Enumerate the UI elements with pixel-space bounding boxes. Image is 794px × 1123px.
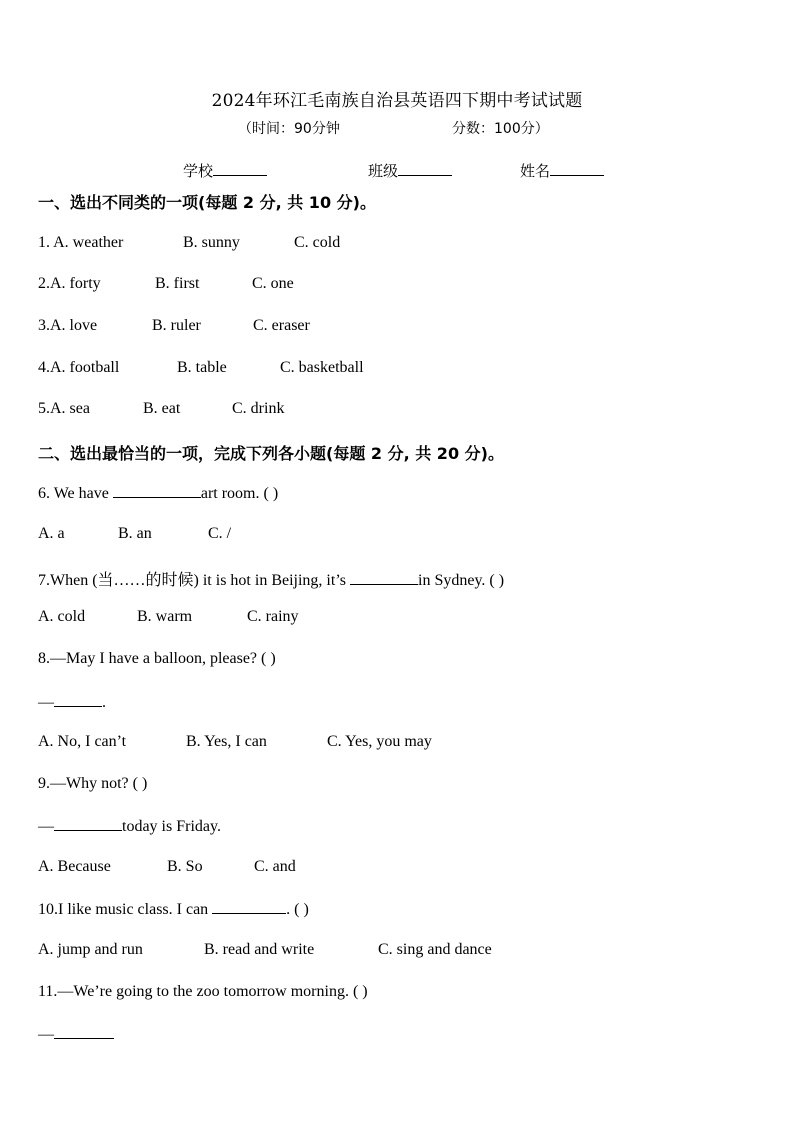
option-b: B. first xyxy=(155,275,200,292)
question-stem-start: 6. We have xyxy=(38,485,113,502)
option-a: A. a xyxy=(38,525,65,542)
option-b: B. Yes, I can xyxy=(186,733,267,750)
question-number: 2. xyxy=(38,275,50,292)
exam-title: 2024年环江毛南族自治县英语四下期中考试试题 xyxy=(211,91,583,111)
class-label: 班级 xyxy=(368,162,399,180)
option-b: B. read and write xyxy=(204,941,315,958)
option-a: A. cold xyxy=(38,608,86,625)
name-blank[interactable] xyxy=(550,161,604,176)
question-stem-start: 7.When (当……的时候) it is hot in Beijing, it’s xyxy=(38,572,350,589)
question-9: 9.—Why not? ( ) xyxy=(38,775,148,792)
score-info: 分数：100分） xyxy=(452,121,549,137)
question-stem-end: . ( ) xyxy=(286,901,309,918)
answer-blank[interactable] xyxy=(54,1024,114,1039)
option-b: B. So xyxy=(167,858,203,875)
option-c: C. and xyxy=(254,858,296,875)
option-c: C. one xyxy=(252,275,294,292)
time-info: （时间：90分钟 xyxy=(238,121,340,137)
option-b: B. an xyxy=(118,525,152,542)
option-b: B. table xyxy=(177,359,227,376)
question-7 xyxy=(38,567,504,590)
option-b: B. sunny xyxy=(183,234,240,251)
reply-dash: — xyxy=(38,1026,54,1043)
question-number: 1. xyxy=(38,234,54,251)
option-c: C. rainy xyxy=(247,608,299,625)
question-stem-end: in Sydney. ( ) xyxy=(418,572,505,589)
option-a: A. forty xyxy=(50,275,101,292)
option-c: C. sing and dance xyxy=(378,941,492,958)
school-field xyxy=(183,160,267,181)
answer-blank[interactable] xyxy=(113,483,201,498)
option-a: A. Because xyxy=(38,858,111,875)
question-10 xyxy=(38,899,309,919)
reply-end: today is Friday. xyxy=(122,818,221,835)
question-11-reply xyxy=(38,1024,114,1044)
option-c: C. Yes, you may xyxy=(327,733,432,750)
option-c: C. eraser xyxy=(253,317,310,334)
school-blank[interactable] xyxy=(213,161,267,176)
answer-blank[interactable] xyxy=(212,899,286,914)
option-b: B. ruler xyxy=(152,317,201,334)
option-b: B. eat xyxy=(143,400,181,417)
reply-dash: — xyxy=(38,694,54,711)
option-a: A. jump and run xyxy=(38,941,143,958)
option-c: C. / xyxy=(208,525,232,542)
option-c: C. drink xyxy=(232,400,285,417)
question-6 xyxy=(38,483,278,503)
class-field xyxy=(368,160,452,181)
option-a: A. weather xyxy=(53,234,124,251)
question-8-reply xyxy=(38,692,106,712)
reply-dash: — xyxy=(38,818,54,835)
answer-blank[interactable] xyxy=(350,570,418,585)
class-blank[interactable] xyxy=(398,161,452,176)
option-a: A. football xyxy=(50,359,120,376)
question-number: 3. xyxy=(38,317,50,334)
question-number: 4. xyxy=(38,359,50,376)
reply-end: . xyxy=(102,694,106,711)
option-a: A. love xyxy=(50,317,98,334)
option-b: B. warm xyxy=(137,608,193,625)
answer-blank[interactable] xyxy=(54,816,122,831)
question-9-reply xyxy=(38,816,221,836)
section2-heading: 二、选出最恰当的一项，完成下列各小题(每题 2 分, 共 20 分)。 xyxy=(38,444,504,463)
option-a: A. sea xyxy=(50,400,90,417)
name-label: 姓名 xyxy=(520,162,551,180)
question-11: 11.—We’re going to the zoo tomorrow morning. ( ) xyxy=(38,983,368,1000)
question-number: 5. xyxy=(38,400,50,417)
name-field xyxy=(520,160,604,181)
option-c: C. basketball xyxy=(280,359,364,376)
section1-heading: 一、选出不同类的一项(每题 2 分, 共 10 分)。 xyxy=(38,193,376,212)
school-label: 学校 xyxy=(183,162,214,180)
question-stem-start: 10.I like music class. I can xyxy=(38,901,213,918)
question-stem-end: art room. ( ) xyxy=(200,485,279,502)
question-8: 8.—May I have a balloon, please? ( ) xyxy=(38,650,276,667)
option-c: C. cold xyxy=(294,234,341,251)
option-a: A. No, I can’t xyxy=(38,733,127,750)
answer-blank[interactable] xyxy=(54,692,102,707)
